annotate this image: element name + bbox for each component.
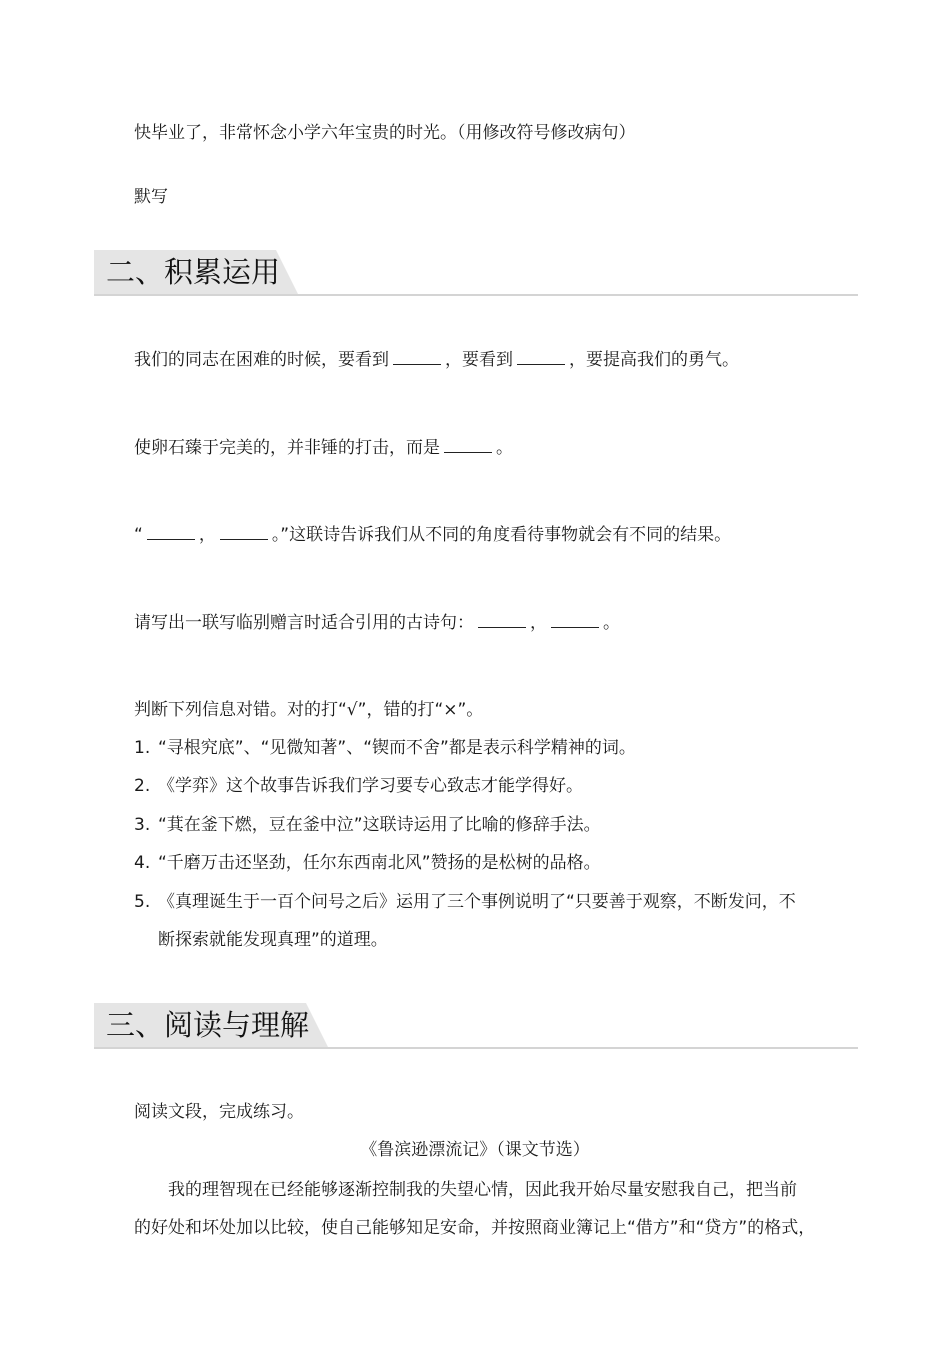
section-header-3	[94, 1003, 858, 1049]
question-text: 。	[496, 438, 513, 458]
fill-blank-question-3	[134, 523, 731, 547]
list-item	[134, 736, 636, 760]
answer-blank[interactable]	[478, 611, 526, 628]
answer-blank[interactable]	[551, 611, 599, 628]
section-divider	[94, 1047, 858, 1049]
item-text: “萁在釜下燃，豆在釜中泣”这联诗运用了比喻的修辞手法。	[158, 815, 601, 835]
fill-blank-question-4	[134, 611, 620, 635]
question-text: 我们的同志在困难的时候，要看到	[134, 350, 389, 370]
item-number: 4.	[134, 853, 151, 873]
question-text: 。”这联诗告诉我们从不同的角度看待事物就会有不同的结果。	[271, 525, 732, 545]
question-text: 使卵石臻于完美的，并非锤的打击，而是	[134, 438, 440, 458]
question-text: ，	[198, 525, 216, 545]
list-item	[134, 774, 583, 798]
section-divider	[94, 294, 858, 296]
answer-blank[interactable]	[444, 436, 492, 453]
item-text: 《学弈》这个故事告诉我们学习要专心致志才能学得好。	[158, 776, 583, 796]
item-text: “寻根究底”、“见微知著”、“锲而不舍”都是表示科学精神的词。	[158, 738, 636, 758]
answer-blank[interactable]	[220, 523, 268, 540]
passage-paragraph-line: 的好处和坏处加以比较，使自己能够知足安命，并按照商业簿记上“借方”和“贷方”的格式，	[134, 1218, 816, 1238]
answer-blank[interactable]	[517, 348, 565, 365]
dictation-label: 默写	[134, 187, 168, 207]
question-text: ，要提高我们的勇气。	[569, 350, 739, 370]
item-number: 1.	[134, 738, 151, 758]
item-number: 5.	[134, 892, 151, 912]
fill-blank-question-1	[134, 348, 739, 372]
list-item	[134, 851, 601, 875]
question-text: ，要看到	[445, 350, 513, 370]
reading-instruction: 阅读文段，完成练习。	[134, 1102, 304, 1122]
list-item-continuation: 断探索就能发现真理”的道理。	[158, 930, 388, 950]
passage-paragraph-line: 我的理智现在已经能够逐渐控制我的失望心情，因此我开始尽量安慰我自己，把当前	[168, 1180, 797, 1200]
item-number: 3.	[134, 815, 151, 835]
section-header-2	[94, 250, 858, 296]
section-title: 三、阅读与理解	[106, 1008, 310, 1042]
list-item	[134, 813, 601, 837]
sentence-correction-question: 快毕业了，非常怀念小学六年宝贵的时光。（用修改符号修改病句）	[134, 123, 636, 143]
passage-title: 《鲁滨逊漂流记》（课文节选）	[360, 1140, 590, 1160]
answer-blank[interactable]	[147, 523, 195, 540]
question-text: ，	[530, 613, 547, 633]
item-text: 《真理诞生于一百个问号之后》运用了三个事例说明了“只要善于观察，不断发问，不	[158, 892, 796, 912]
answer-blank[interactable]	[393, 348, 441, 365]
question-text: 请写出一联写临别赠言时适合引用的古诗句：	[134, 613, 474, 633]
fill-blank-question-2	[134, 436, 513, 460]
item-text: “千磨万击还坚劲，任尔东西南北风”赞扬的是松树的品格。	[158, 853, 601, 873]
question-text: “	[134, 525, 143, 545]
question-text: 。	[603, 613, 620, 633]
section-title: 二、积累运用	[106, 255, 281, 289]
list-item	[134, 890, 796, 914]
item-number: 2.	[134, 776, 151, 796]
true-false-intro: 判断下列信息对错。对的打“√”，错的打“×”。	[134, 700, 484, 720]
